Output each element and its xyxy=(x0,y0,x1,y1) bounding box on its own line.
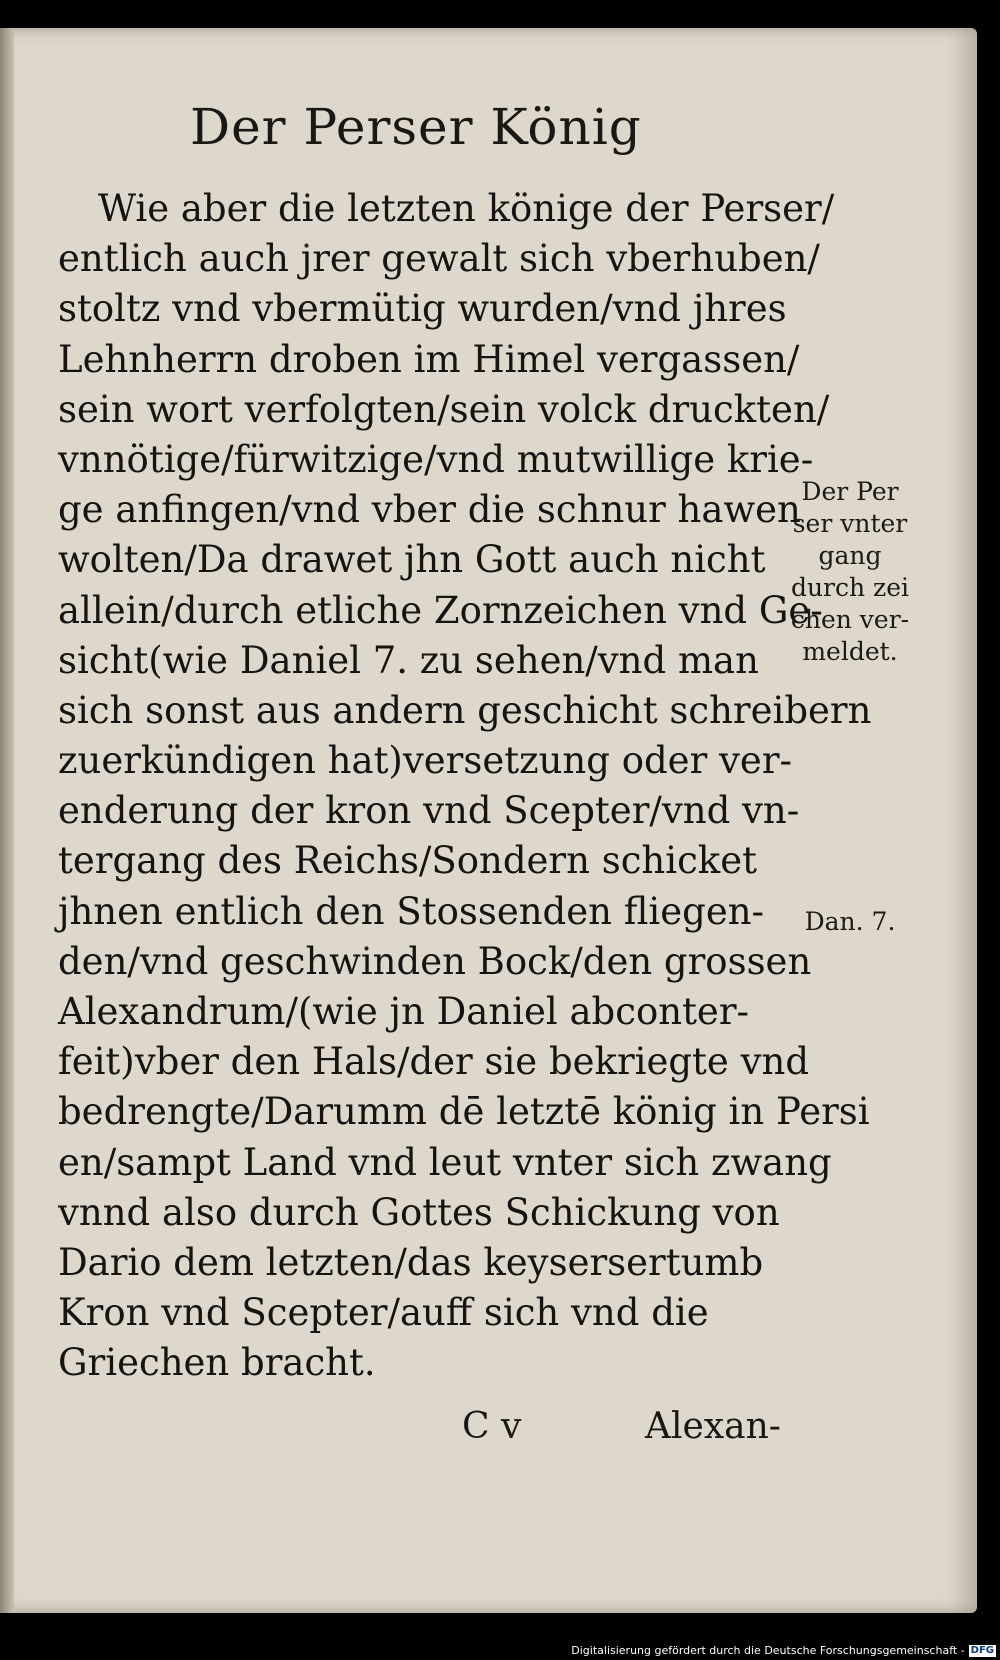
text-line: bedrengte/Darumm dē letztē könig in Persi xyxy=(58,1090,870,1134)
text-line: feit)vber den Hals/der sie bekriegte vnd xyxy=(58,1040,810,1084)
text-line: Griechen bracht. xyxy=(58,1341,376,1385)
text-line: wolten/Da drawet jhn Gott auch nicht xyxy=(58,538,766,582)
text-line: den/vnd geschwinden Bock/den grossen xyxy=(58,939,812,983)
text-line: enderung der kron vnd Scepter/vnd vn- xyxy=(58,789,800,833)
signature-mark: C v xyxy=(462,1406,522,1447)
dfg-logo: DFG xyxy=(970,1645,994,1656)
text-line: stoltz vnd vbermütig wurden/vnd jhres xyxy=(58,287,787,331)
marginal-note-line: gang xyxy=(818,541,882,570)
marginal-note-line: meldet. xyxy=(802,637,898,666)
text-line: entlich auch jrer gewalt sich vberhuben/ xyxy=(58,237,820,281)
text-line: sicht(wie Daniel 7. zu sehen/vnd man xyxy=(58,638,759,682)
running-title: Der Perser König xyxy=(190,98,642,156)
text-line: Dario dem letzten/das keysersertumb xyxy=(58,1240,764,1284)
page-gutter xyxy=(0,28,14,1613)
text-line: Wie aber die letzten könige der Perser/ xyxy=(98,187,835,230)
marginal-note-daniel-reference xyxy=(775,906,925,938)
text-line: ge anfingen/vnd vber die schnur hawen xyxy=(58,488,801,532)
text-line: jhnen entlich den Stossenden fliegen- xyxy=(58,889,765,933)
text-line: vnnd also durch Gottes Schickung von xyxy=(58,1190,780,1234)
text-line: allein/durch etliche Zornzeichen vnd Ge- xyxy=(58,588,823,632)
text-line: sich sonst aus andern geschicht schreibern xyxy=(58,688,872,732)
digitization-credit xyxy=(567,1642,1000,1660)
marginal-note-line: Dan. 7. xyxy=(804,907,896,936)
text-line: Kron vnd Scepter/auff sich vnd die xyxy=(58,1291,709,1335)
book-page xyxy=(0,28,977,1613)
marginal-note-line: durch zei xyxy=(790,573,910,602)
text-line: tergang des Reichs/Sondern schicket xyxy=(58,839,757,883)
catchword: Alexan- xyxy=(645,1406,781,1447)
text-line: Lehnherrn droben im Himel vergassen/ xyxy=(58,337,800,381)
text-line: zuerkündigen hat)versetzung oder ver- xyxy=(58,739,793,783)
marginal-note-line: Der Per xyxy=(801,477,899,506)
text-line: sein wort verfolgten/sein volck druckten/ xyxy=(58,387,830,431)
credit-text: Digitalisierung gefördert durch die Deutsche Forschungsgemeinschaft - xyxy=(571,1644,965,1657)
marginal-note-line: chen ver- xyxy=(790,605,910,634)
text-line: vnnötige/fürwitzige/vnd mutwillige krie- xyxy=(58,437,814,481)
text-line: en/sampt Land vnd leut vnter sich zwang xyxy=(58,1140,832,1184)
marginal-note-line: ser vnter xyxy=(792,509,908,538)
text-line: Alexandrum/(wie jn Daniel abconter- xyxy=(58,990,750,1033)
marginal-note-persian-decline xyxy=(775,476,925,668)
